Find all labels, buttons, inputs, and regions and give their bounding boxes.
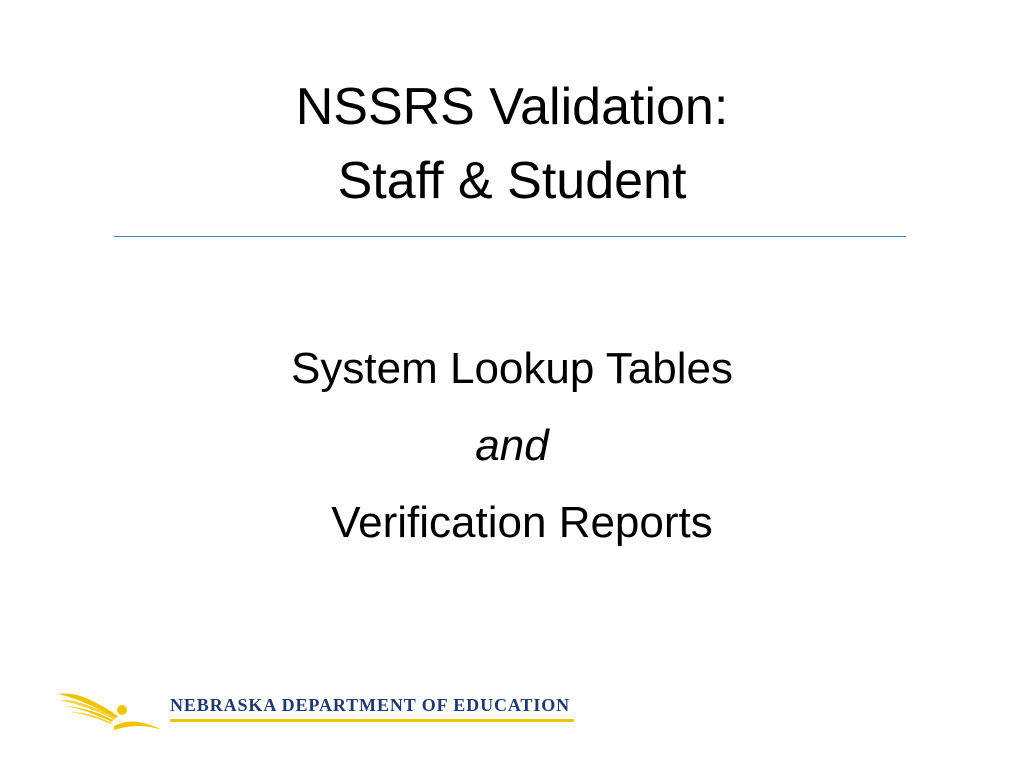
title-divider: [114, 236, 906, 237]
slide-title-line-1: NSSRS Validation:: [295, 78, 729, 136]
logo-underline: [170, 719, 574, 722]
subtitle-line-3: Verification Reports: [331, 498, 713, 547]
subtitle-line-1: System Lookup Tables: [291, 344, 733, 393]
nde-logo-text: NEBRASKA DEPARTMENT OF EDUCATION: [170, 695, 571, 715]
subtitle-line-2: and: [475, 421, 549, 470]
nde-logo: [56, 686, 586, 736]
nebraska-education-swoosh-icon: [56, 686, 164, 734]
slide-subtitle: [0, 330, 1024, 561]
slide-title: [0, 70, 1024, 218]
slide-title-line-2: Staff & Student: [337, 152, 687, 210]
